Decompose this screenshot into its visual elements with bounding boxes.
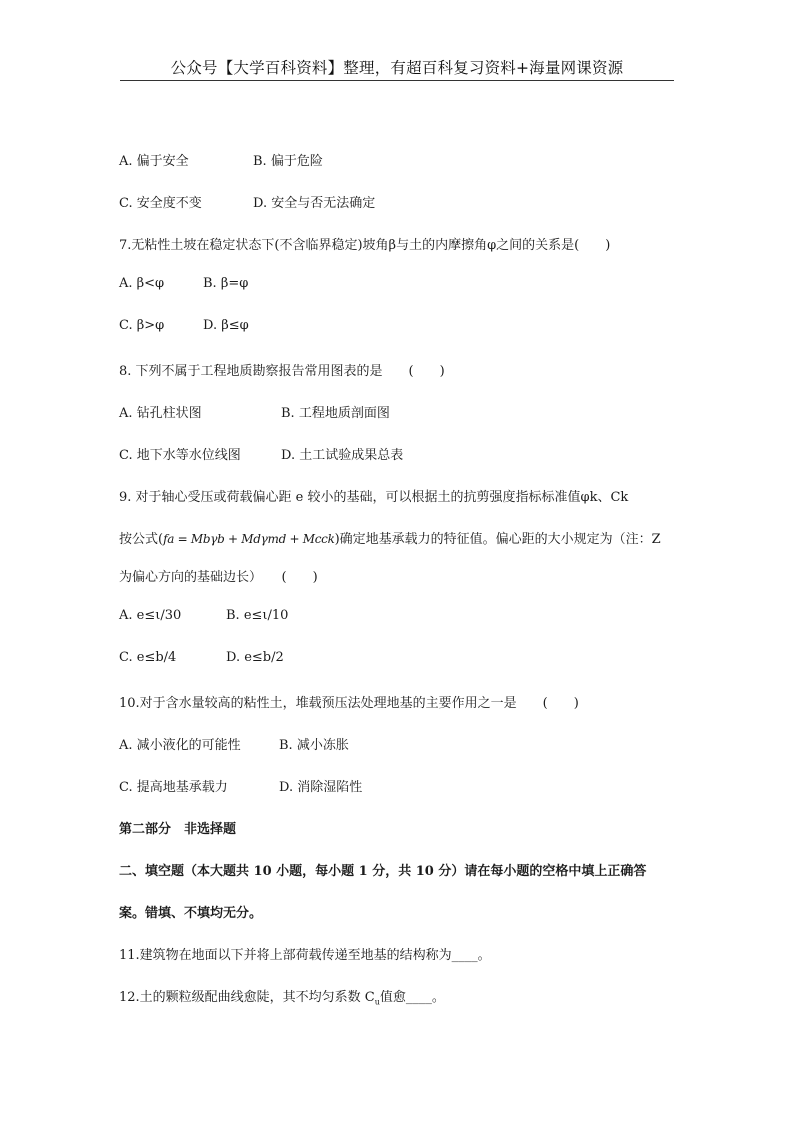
q9-stem-suffix: )确定地基承载力的特征值。偏心距的大小规定为（注：Z xyxy=(334,532,661,547)
q8-option-c: C. 地下水等水位线图 xyxy=(119,448,241,463)
section-heading-line-2: 案。错填、不填均无分。 xyxy=(119,906,263,921)
q6-options-row-2 xyxy=(119,192,375,211)
q9-options-row-1 xyxy=(119,608,288,623)
q9-stem-line-1: 9. 对于轴心受压或荷载偏心距 e 较小的基础，可以根据土的抗剪强度指标标准值φk、Ck xyxy=(119,490,629,505)
q6-option-b: B. 偏于危险 xyxy=(253,154,323,169)
q10-option-d: D. 消除湿陷性 xyxy=(279,780,363,795)
q8-option-b: B. 工程地质剖面图 xyxy=(281,406,390,421)
q8-stem: 8. 下列不属于工程地质勘察报告常用图表的是 ( ) xyxy=(119,364,445,379)
q6-option-d: D. 安全与否无法确定 xyxy=(253,196,376,211)
q9-option-b: B. e≤ι/10 xyxy=(226,608,289,623)
q7-options-row-2 xyxy=(119,318,249,333)
q12-subscript: u xyxy=(374,997,380,1007)
q10-option-a: A. 减小液化的可能性 xyxy=(119,738,241,753)
q12-stem-prefix: 12.土的颗粒级配曲线愈陡，其不均匀系数 C xyxy=(119,990,375,1005)
q6-option-c: C. 安全度不变 xyxy=(119,196,202,211)
q11-stem: 11.建筑物在地面以下并将上部荷载传递至地基的结构称为____。 xyxy=(119,948,491,963)
q10-options-row-2 xyxy=(119,776,362,795)
q9-stem-line-3: 为偏心方向的基础边长） ( ) xyxy=(119,570,318,585)
q9-option-c: C. e≤b/4 xyxy=(119,650,177,665)
q6-options-row-1 xyxy=(119,150,323,169)
q7-option-c: C. β>φ xyxy=(119,318,165,333)
q8-options-row-1 xyxy=(119,402,390,421)
header-divider xyxy=(120,80,674,81)
q9-option-a: A. e≤ι/30 xyxy=(119,608,182,623)
q10-option-c: C. 提高地基承载力 xyxy=(119,780,228,795)
q9-stem-line-2 xyxy=(119,528,661,547)
q12-stem xyxy=(119,986,445,1007)
q12-stem-suffix: 值愈____。 xyxy=(379,990,445,1005)
page-header: 公众号【大学百科资料】整理，有超百科复习资料+海量网课资源 xyxy=(170,59,624,77)
q10-stem: 10.对于含水量较高的粘性土，堆载预压法处理地基的主要作用之一是 ( ) xyxy=(119,696,579,711)
q7-option-b: B. β=φ xyxy=(203,276,249,291)
q7-option-d: D. β≤φ xyxy=(203,318,249,333)
q9-stem-prefix: 按公式( xyxy=(119,532,164,547)
q9-options-row-2 xyxy=(119,650,284,665)
q10-option-b: B. 减小冻胀 xyxy=(279,738,349,753)
bearing-capacity-formula: fa = Mbγb + Mdγmd + Mcck xyxy=(163,532,335,546)
q7-option-a: A. β<φ xyxy=(119,276,165,291)
part2-title: 第二部分 非选择题 xyxy=(119,822,237,837)
section-heading-line-1: 二、填空题（本大题共 10 小题，每小题 1 分，共 10 分）请在每小题的空格中填上正确答 xyxy=(119,864,647,879)
q6-option-a: A. 偏于安全 xyxy=(119,154,189,169)
q10-options-row-1 xyxy=(119,734,349,753)
q7-stem: 7.无粘性土坡在稳定状态下(不含临界稳定)坡角β与土的内摩擦角φ之间的关系是( ) xyxy=(119,238,611,253)
q8-option-d: D. 土工试验成果总表 xyxy=(281,448,404,463)
q9-option-d: D. e≤b/2 xyxy=(226,650,284,665)
q8-option-a: A. 钻孔柱状图 xyxy=(119,406,202,421)
q8-options-row-2 xyxy=(119,444,403,463)
q7-options-row-1 xyxy=(119,276,248,291)
